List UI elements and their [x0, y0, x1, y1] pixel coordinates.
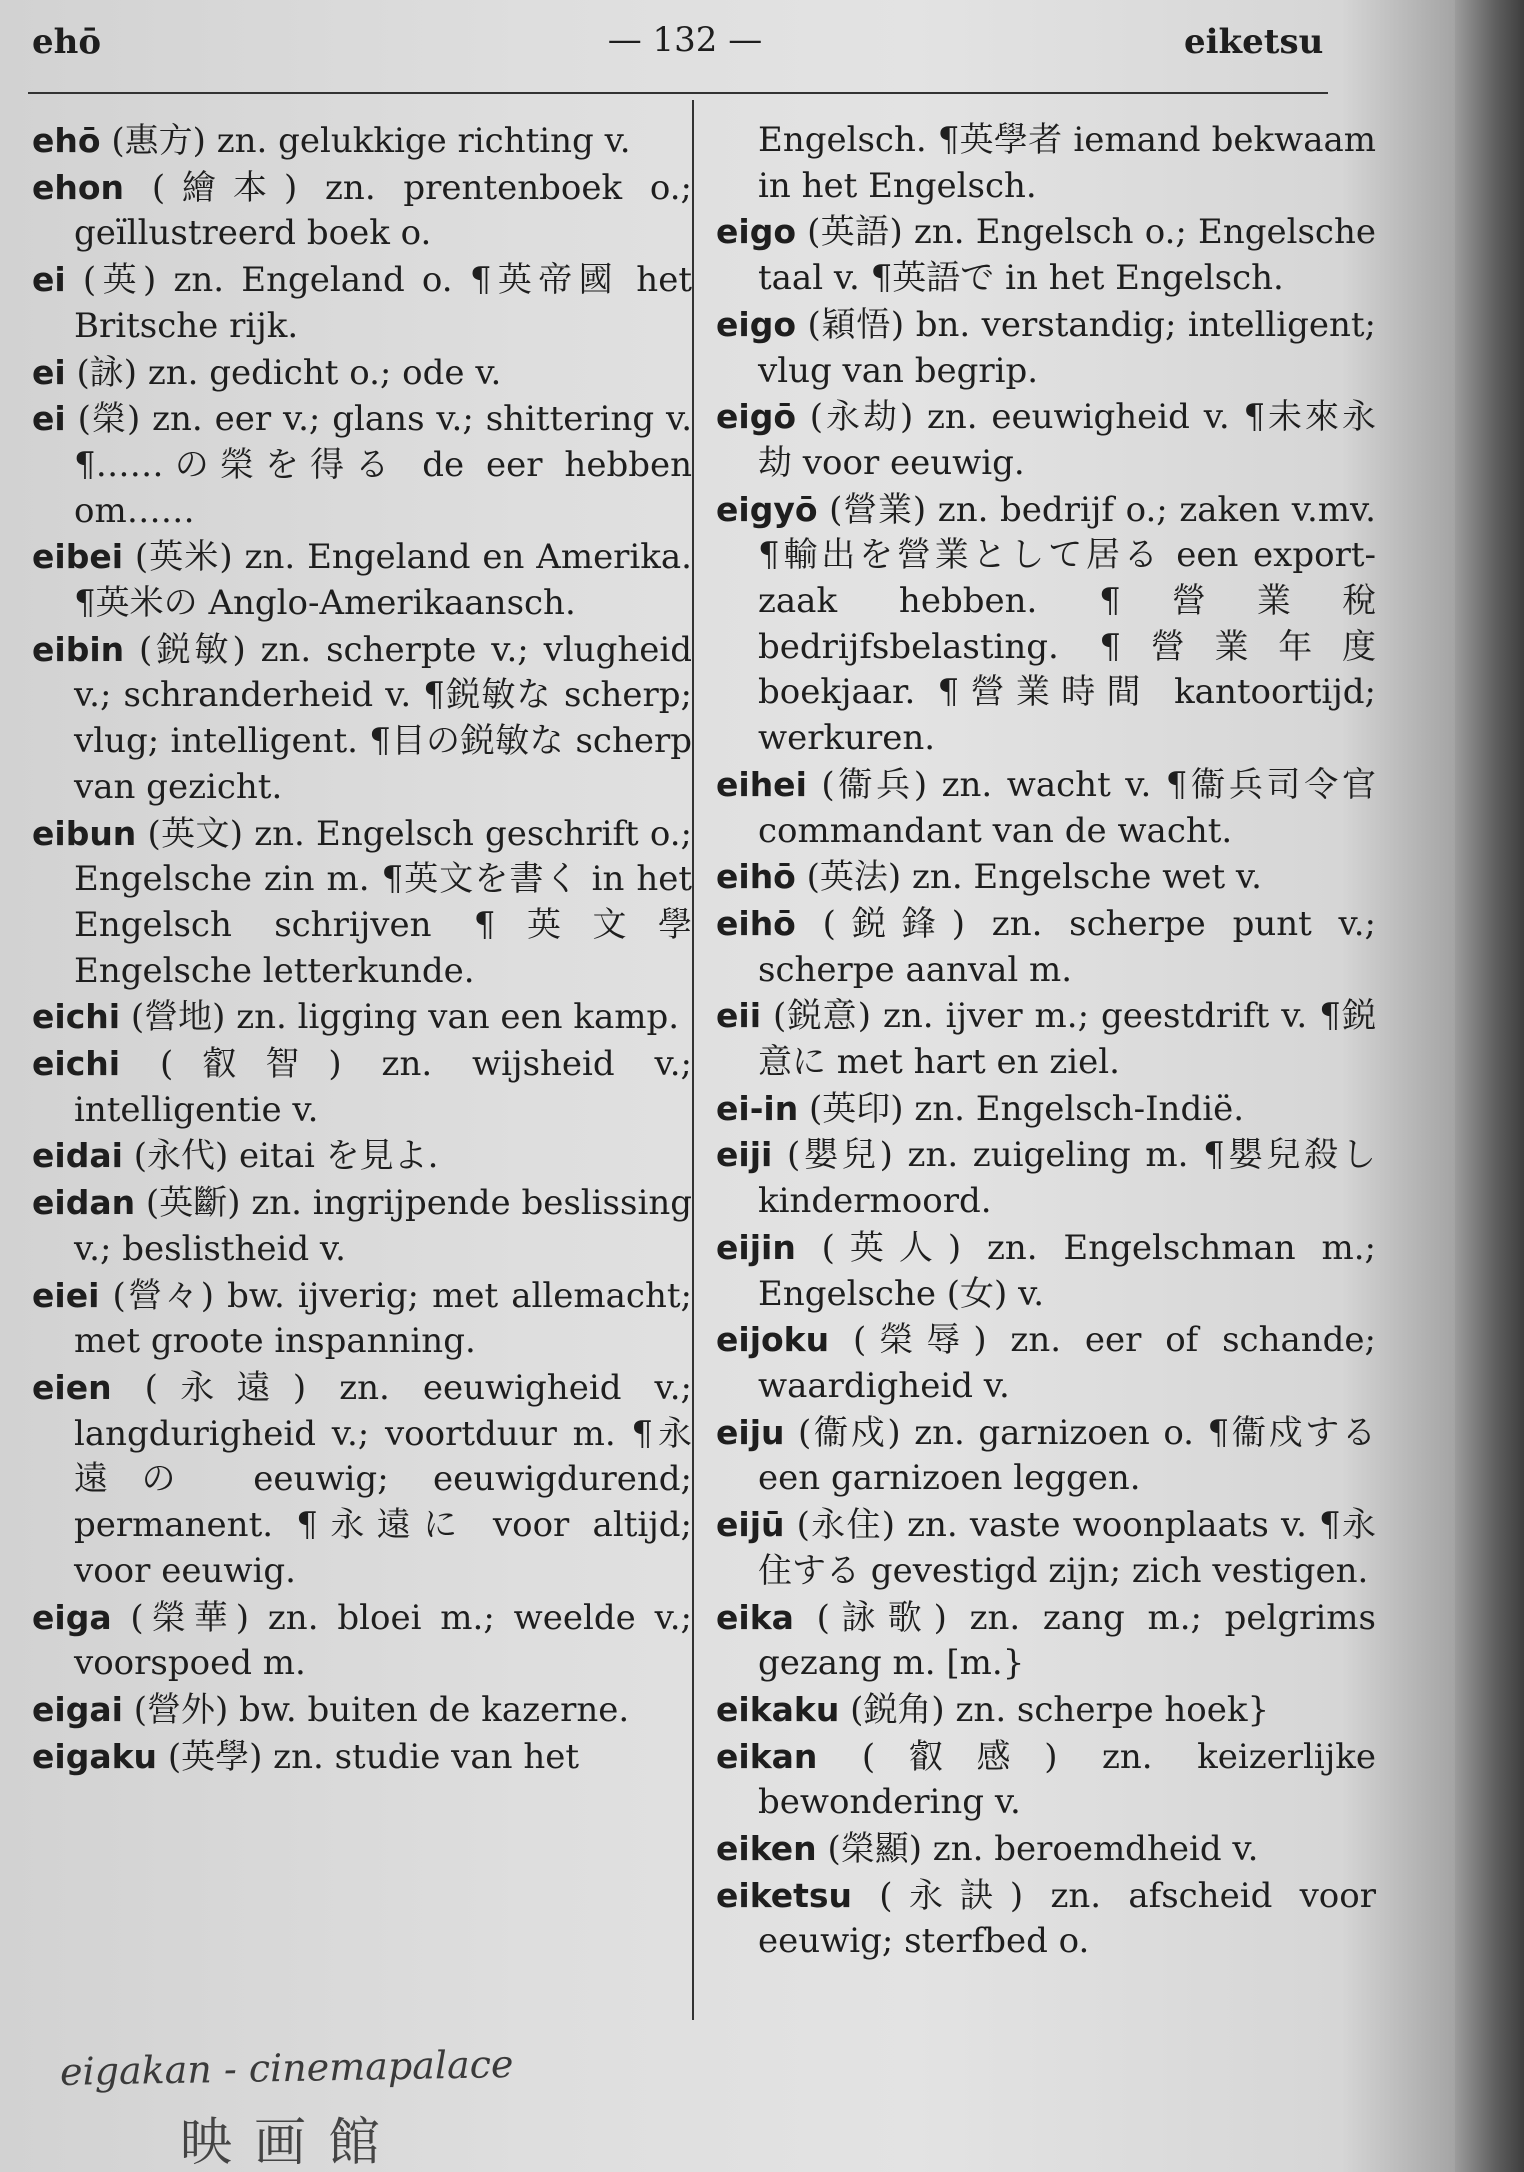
entry-headword: eichi [32, 997, 121, 1037]
entry-headword: eigyō [716, 489, 818, 529]
entry-definition: (鋭敏) zn. scherpte v.; vlugheid v.; schranderheid v. ¶鋭敏な scherp; vlug; intelligent. ¶目の鋭敏な scherp van gezicht. [74, 629, 692, 807]
entry-headword: eijin [716, 1227, 796, 1267]
dictionary-entry [716, 1873, 1376, 1965]
entry-headword: eidai [32, 1136, 123, 1176]
header-rule [28, 92, 1328, 94]
entry-definition: (英米) zn. Engeland en Amerika. ¶英米の Anglo-Amerikaansch. [74, 537, 692, 624]
entry-definition: (鋭意) zn. ijver m.; geestdrift v. ¶鋭意に met hart en ziel. [758, 996, 1376, 1083]
dictionary-entry [716, 1410, 1376, 1502]
entry-definition: (衞兵) zn. wacht v. ¶衞兵司令官 commandant van de wacht. [758, 764, 1376, 851]
entry-headword: eichi [32, 1044, 121, 1084]
entry-headword: eii [716, 996, 762, 1036]
entry-definition: (英法) zn. Engelsche wet v. [795, 857, 1262, 898]
entry-definition: (永劫) zn. eeuwigheid v. ¶未來永劫 voor eeuwig. [758, 397, 1376, 483]
dictionary-entry [716, 487, 1376, 762]
entry-definition: Engelsch. ¶英學者 iemand bekwaam in het Engelsch. [758, 120, 1376, 206]
entry-definition: (榮顯) zn. beroemdheid v. [816, 1829, 1259, 1870]
entry-headword: ei [32, 399, 66, 439]
entry-definition: (營外) bw. buiten de kazerne. [122, 1689, 630, 1730]
entry-definition: (詠) zn. gedicht o.; ode v. [65, 352, 502, 393]
dictionary-entry [32, 165, 692, 257]
dictionary-entry [32, 1365, 692, 1595]
dictionary-entry [716, 1317, 1376, 1409]
entry-headword: ei [32, 260, 66, 300]
entry-headword: eika [716, 1597, 794, 1637]
running-head-left: ehō [32, 22, 102, 62]
entry-definition: (永遠) zn. eeuwigheid v.; langdurigheid v.; voortduur m. ¶永遠の eeuwig; eeuwigdurend; permanent. ¶永遠に voor altijd; voor eeuwig. [74, 1367, 692, 1591]
dictionary-entry [716, 1595, 1376, 1687]
entry-headword: eibun [32, 813, 137, 853]
entry-headword: ehō [32, 121, 101, 160]
dictionary-entry [716, 1502, 1376, 1594]
entry-definition: (叡感) zn. keizerlijke bewondering v. [758, 1736, 1376, 1823]
page-number: — 132 — [607, 20, 763, 60]
entry-definition: (永代) eitai を見よ. [122, 1136, 439, 1177]
dictionary-entry [32, 350, 692, 397]
dictionary-entry [32, 627, 692, 811]
entry-headword: eiketsu [716, 1875, 853, 1915]
dictionary-entry [716, 302, 1376, 394]
dictionary-entry [32, 1133, 692, 1180]
entry-definition: (營々) bw. ijverig; met allemacht; met groote inspanning. [74, 1275, 692, 1362]
entry-definition: (英印) zn. Engelsch-Indië. [798, 1088, 1245, 1129]
entry-headword: eiken [716, 1829, 817, 1869]
dictionary-entry [32, 1273, 692, 1365]
entry-definition: (英語) zn. Engelsch o.; Engelsche taal v. ¶英語で in het Engelsch. [758, 212, 1376, 299]
entry-headword: eiji [716, 1135, 773, 1175]
running-head-right: eiketsu [1184, 22, 1324, 62]
dictionary-entry [32, 994, 692, 1041]
entry-definition: (永住) zn. vaste woonplaats v. ¶永住する gevestigd zijn; zich vestigen. [758, 1505, 1376, 1591]
entry-headword: eijoku [716, 1320, 830, 1360]
entry-headword: eigaku [32, 1736, 158, 1776]
entry-definition: (英人) zn. Engelschman m.; Engelsche (女) v. [758, 1227, 1376, 1314]
entry-definition: (繪本) zn. prentenboek o.; geïllustreerd boek o. [74, 167, 692, 254]
entry-headword: eigō [716, 397, 796, 437]
entry-headword: eikaku [716, 1689, 840, 1729]
entry-definition: (榮華) zn. bloei m.; weelde v.; voorspoed m. [74, 1597, 692, 1684]
left-column [32, 118, 692, 1780]
dictionary-entry [32, 396, 692, 534]
entry-definition: (詠歌) zn. zang m.; pelgrims gezang m. [m.} [758, 1597, 1376, 1684]
dictionary-entry [32, 1180, 692, 1272]
handwritten-kanji: 映画館 [180, 2113, 403, 2172]
entry-headword: eien [32, 1367, 112, 1407]
entry-headword: ehon [32, 167, 125, 207]
dictionary-entry [32, 118, 692, 165]
entry-definition: (嬰兒) zn. zuigeling m. ¶嬰兒殺し kindermoord. [758, 1135, 1376, 1222]
entry-headword: eihei [716, 764, 807, 804]
entry-headword: eibin [32, 629, 125, 669]
entry-definition: (穎悟) bn. verstandig; intelligent; vlug van begrip. [758, 304, 1376, 391]
dictionary-entry [716, 1132, 1376, 1224]
entry-headword: eigai [32, 1689, 123, 1729]
dictionary-entry [32, 1687, 692, 1734]
entry-headword: eigo [716, 212, 796, 252]
dictionary-entry [716, 901, 1376, 993]
entry-definition: (英) zn. Engeland o. ¶英帝國 het Britsche rijk. [65, 260, 692, 346]
entry-definition: (衞戍) zn. garnizoen o. ¶衞戍する een garnizoen leggen. [758, 1412, 1376, 1499]
dictionary-entry [32, 534, 692, 626]
dictionary-entry [716, 118, 1376, 209]
dictionary-entry [716, 1225, 1376, 1317]
entry-definition: (英斷) zn. ingrijpende beslissing v.; beslistheid v. [74, 1183, 692, 1269]
column-divider [692, 100, 694, 2020]
dictionary-entry [716, 394, 1376, 486]
dictionary-entry [716, 762, 1376, 854]
entry-definition: (營業) zn. bedrijf o.; zaken v.mv. ¶輸出を營業として居る een export-zaak hebben. ¶營業稅 bedrijfsbelasting. ¶營業年度 boekjaar. ¶營業時間 kantoortijd; werkuren. [758, 489, 1376, 759]
entry-headword: eiga [32, 1597, 112, 1637]
entry-definition: (叡智) zn. wijsheid v.; intelligentie v. [74, 1044, 692, 1130]
entry-definition: (永訣) zn. afscheid voor eeuwig; sterfbed o. [758, 1875, 1376, 1962]
book-spine [1455, 0, 1524, 2172]
entry-headword: eidan [32, 1183, 136, 1223]
right-column [716, 118, 1376, 1965]
entry-headword: eihō [716, 857, 796, 897]
entry-headword: eikan [716, 1736, 818, 1776]
entry-headword: ei-in [716, 1088, 799, 1128]
entry-headword: eiju [716, 1412, 785, 1452]
entry-headword: eijū [716, 1505, 785, 1545]
dictionary-entry [716, 209, 1376, 301]
entry-definition: (英文) zn. Engelsch geschrift o.; Engelsche zin m. ¶英文を書く in het Engelsch schrijven ¶英文學 Engelsche letterkunde. [74, 813, 692, 991]
entry-headword: eiei [32, 1275, 100, 1315]
entry-definition: (營地) zn. ligging van een kamp. [120, 997, 680, 1038]
dictionary-entry [32, 811, 692, 995]
dictionary-entry [716, 993, 1376, 1085]
handwritten-note: eigakan - cinemapalace [59, 2042, 514, 2094]
entry-definition: (鋭角) zn. scherpe hoek} [839, 1689, 1270, 1730]
entry-definition: (榮) zn. eer v.; glans v.; shittering v. ¶……の榮を得る de eer hebben om…… [65, 399, 692, 531]
entry-definition: (榮辱) zn. eer of schande; waardigheid v. [758, 1320, 1376, 1406]
entry-definition: (惠方) zn. gelukkige richting v. [100, 121, 631, 161]
entry-headword: eibei [32, 537, 124, 577]
dictionary-entry [32, 1041, 692, 1133]
dictionary-entry [716, 854, 1376, 901]
dictionary-entry [716, 1826, 1376, 1873]
dictionary-entry [32, 1595, 692, 1687]
dictionary-entry [716, 1086, 1376, 1133]
dictionary-entry [32, 1734, 692, 1781]
entry-headword: eihō [716, 903, 796, 943]
dictionary-entry [32, 257, 692, 349]
entry-headword: eigo [716, 304, 796, 344]
entry-definition: (英學) zn. studie van het [157, 1736, 580, 1777]
entry-headword: ei [32, 352, 66, 392]
dictionary-entry [716, 1734, 1376, 1826]
dictionary-entry [716, 1687, 1376, 1734]
entry-definition: (鋭鋒) zn. scherpe punt v.; scherpe aanval m. [758, 903, 1376, 990]
